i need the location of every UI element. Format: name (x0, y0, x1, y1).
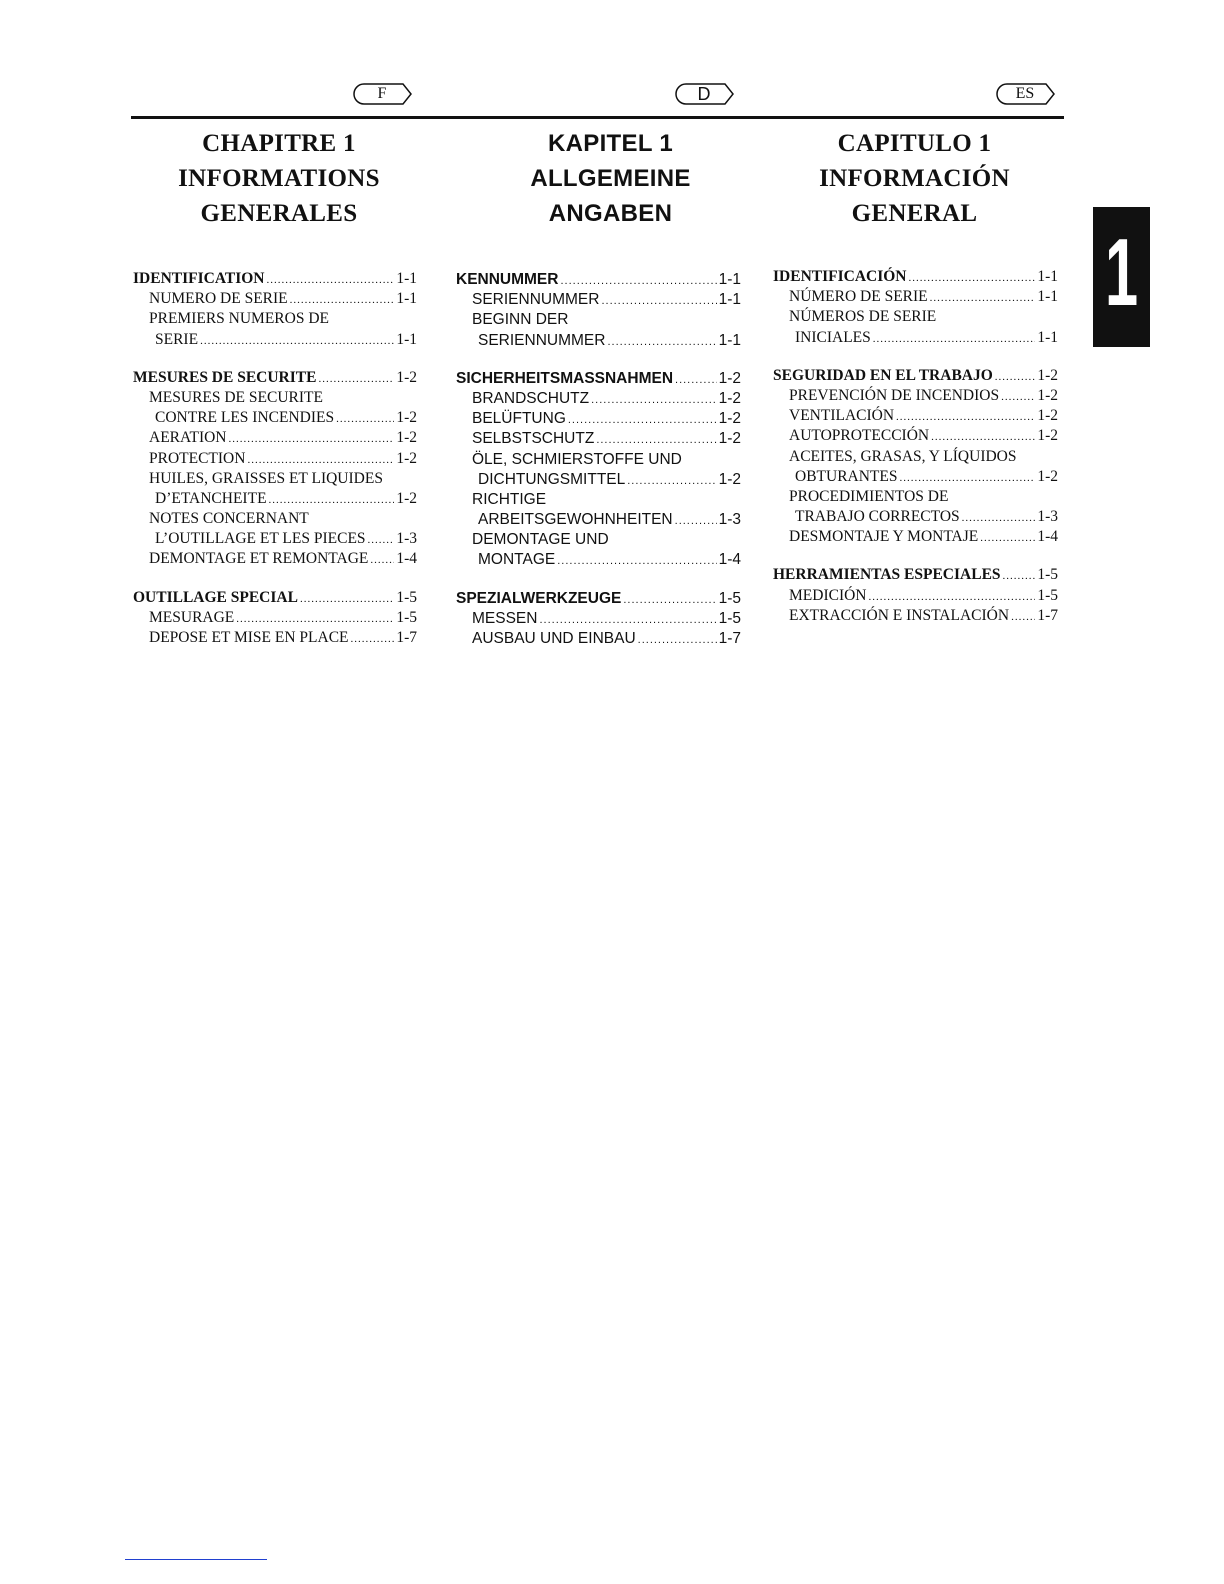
table-of-contents-fr (133, 269, 417, 648)
toc-leader-dots (336, 409, 394, 429)
toc-entry-text: DEMONTAGE UND (472, 531, 609, 549)
toc-leader-dots (1001, 387, 1035, 407)
chapter-tab (1093, 207, 1150, 347)
toc-entry-text: TRABAJO CORRECTOS (795, 508, 960, 526)
toc-heading-entry[interactable] (773, 366, 1058, 386)
footer-rule (125, 1559, 267, 1560)
toc-leader-dots (675, 370, 717, 390)
toc-entry[interactable] (133, 549, 417, 569)
toc-entry-text: OUTILLAGE SPECIAL (133, 588, 298, 606)
toc-page-number: 1-2 (396, 489, 417, 507)
toc-entry[interactable] (773, 307, 1058, 327)
toc-leader-dots (896, 407, 1035, 427)
toc-entry-text: HUILES, GRAISSES ET LIQUIDES (149, 469, 383, 487)
toc-entry-text: VENTILACIÓN (789, 407, 895, 425)
language-badge-de-label: D (697, 84, 711, 104)
toc-entry[interactable] (773, 386, 1058, 406)
toc-entry-text: OBTURANTES (795, 467, 898, 485)
toc-entry-text: SERIENNUMMER (478, 331, 606, 349)
toc-entry[interactable] (456, 450, 741, 470)
toc-leader-dots (623, 590, 716, 610)
toc-entry-text: ARBEITSGEWOHNHEITEN (478, 511, 673, 529)
toc-entry[interactable] (773, 447, 1058, 467)
chapter-title-fr (133, 126, 417, 231)
toc-entry[interactable] (133, 428, 417, 448)
header-rule (131, 116, 1064, 119)
table-of-contents-es (773, 267, 1058, 626)
toc-entry-text: MESURES DE SECURITE (149, 388, 323, 406)
toc-entry-text: IDENTIFICACIÓN (773, 268, 907, 285)
toc-entry-text: AUSBAU UND EINBAU (472, 630, 636, 647)
toc-page-number: 1-2 (1037, 386, 1058, 404)
toc-page-number: 1-1 (396, 290, 417, 308)
toc-heading-entry[interactable] (456, 270, 741, 290)
toc-entry[interactable] (133, 388, 417, 408)
toc-leader-dots (995, 367, 1036, 387)
toc-entry-text: AUTOPROTECCIÓN (789, 427, 930, 445)
toc-heading-entry[interactable] (773, 565, 1058, 585)
toc-page-number: 1-4 (1037, 528, 1058, 546)
chapter-title-line: INFORMATIONS (178, 165, 380, 192)
toc-page-number: 1-1 (1037, 288, 1058, 306)
toc-entry[interactable] (133, 608, 417, 628)
toc-entry-text: DICHTUNGSMITTEL (478, 470, 626, 488)
toc-entry[interactable] (133, 628, 417, 648)
toc-entry[interactable] (456, 609, 741, 629)
toc-page-number: 1-1 (1037, 328, 1058, 346)
toc-entry-text: SEGURIDAD EN EL TRABAJO (773, 366, 993, 384)
toc-entry-text: DEPOSE ET MISE EN PLACE (149, 629, 349, 646)
toc-leader-dots (318, 369, 394, 389)
toc-leader-dots (351, 629, 395, 649)
toc-page-number: 1-5 (1037, 566, 1058, 584)
toc-entry-text: SERIE (155, 330, 199, 348)
language-badge-fr-label: F (377, 85, 387, 102)
toc-entry[interactable] (773, 328, 1058, 348)
toc-page-number: 1-5 (718, 609, 741, 627)
chapter-title-line: INFORMACIÓN (819, 165, 1010, 192)
toc-leader-dots (931, 427, 1035, 447)
column-spanish (773, 126, 1058, 644)
toc-leader-dots (591, 390, 716, 410)
toc-entry[interactable] (456, 530, 741, 550)
toc-leader-dots (601, 291, 716, 311)
toc-page-number: 1-5 (1037, 586, 1058, 604)
toc-page-number: 1-7 (718, 630, 741, 647)
toc-section (456, 369, 741, 571)
toc-leader-dots (560, 271, 716, 291)
toc-page-number: 1-2 (718, 410, 741, 428)
toc-entry-text: L’OUTILLAGE ET LES PIECES (155, 530, 366, 548)
toc-page-number: 1-2 (718, 369, 741, 387)
toc-leader-dots (1011, 607, 1035, 627)
language-badge-es-label: ES (1015, 85, 1035, 102)
toc-page-number: 1-2 (396, 449, 417, 467)
toc-heading-entry[interactable] (133, 269, 417, 289)
toc-entry[interactable] (456, 331, 741, 351)
chapter-title-line: CAPITULO 1 (837, 130, 992, 157)
toc-leader-dots (962, 508, 1036, 528)
toc-entry-text: BRANDSCHUTZ (472, 389, 590, 407)
toc-heading-entry[interactable] (133, 368, 417, 388)
toc-entry-text: NUMERO DE SERIE (149, 290, 288, 308)
toc-entry[interactable] (133, 469, 417, 489)
toc-leader-dots (873, 329, 1036, 349)
toc-entry-text: ÖLE, SCHMIERSTOFFE UND (472, 450, 682, 468)
toc-page-number: 1-1 (396, 270, 417, 287)
toc-entry-text: D’ETANCHEITE (155, 489, 267, 507)
chapter-title-line: GENERALES (200, 200, 358, 227)
toc-entry-text: NÚMERO DE SERIE (789, 288, 928, 306)
toc-page-number: 1-2 (1037, 366, 1058, 384)
toc-entry-text: NÚMEROS DE SERIE (789, 308, 937, 326)
toc-page-number: 1-2 (396, 368, 417, 386)
toc-leader-dots (370, 550, 394, 570)
toc-entry[interactable] (456, 409, 741, 429)
toc-leader-dots (247, 450, 394, 470)
toc-entry[interactable] (133, 408, 417, 428)
chapter-title-line: KAPITEL 1 (548, 130, 673, 157)
toc-leader-dots (638, 630, 717, 650)
toc-entry[interactable] (133, 449, 417, 469)
toc-entry[interactable] (133, 529, 417, 549)
toc-leader-dots (930, 288, 1036, 308)
toc-section (773, 366, 1058, 548)
toc-entry-text: KENNUMMER (456, 271, 559, 288)
toc-leader-dots (229, 429, 395, 449)
toc-entry-text: RICHTIGE (472, 490, 547, 508)
toc-leader-dots (557, 551, 716, 571)
toc-entry-text: EXTRACCIÓN E INSTALACIÓN (789, 606, 1010, 624)
toc-page-number: 1-2 (718, 470, 741, 488)
toc-entry[interactable] (773, 606, 1058, 626)
toc-page-number: 1-7 (396, 629, 417, 646)
toc-page-number: 1-2 (396, 429, 417, 447)
toc-page-number: 1-4 (718, 551, 741, 569)
language-badge-fr (352, 83, 412, 105)
toc-heading-entry[interactable] (773, 267, 1058, 287)
toc-page-number: 1-2 (1037, 407, 1058, 425)
chapter-title-line: ANGABEN (548, 200, 673, 227)
table-of-contents-de (456, 270, 741, 649)
toc-entry-text: SERIENNUMMER (472, 291, 600, 309)
toc-heading-entry[interactable] (456, 589, 741, 609)
toc-page-number: 1-7 (1037, 606, 1058, 624)
toc-entry[interactable] (456, 429, 741, 449)
toc-entry-text: SICHERHEITSMASSNAHMEN (456, 369, 674, 387)
language-badge-de (674, 83, 734, 105)
toc-page-number: 1-2 (396, 409, 417, 427)
chapter-title-line: GENERAL (851, 200, 978, 227)
toc-entry-text: DEMONTAGE ET REMONTAGE (149, 550, 369, 568)
toc-page-number: 1-1 (1037, 268, 1058, 285)
toc-leader-dots (675, 511, 717, 531)
toc-entry-text: NOTES CONCERNANT (149, 510, 309, 528)
toc-entry[interactable] (456, 510, 741, 530)
toc-page-number: 1-3 (1037, 508, 1058, 526)
toc-page-number: 1-1 (718, 331, 741, 349)
toc-entry-text: SPEZIALWERKZEUGE (456, 589, 622, 607)
toc-entry-text: MEDICIÓN (789, 586, 867, 604)
toc-entry-text: PREVENCIÓN DE INCENDIOS (789, 386, 1000, 404)
toc-leader-dots (368, 530, 395, 550)
toc-page-number: 1-2 (1037, 427, 1058, 445)
toc-section (773, 267, 1058, 348)
toc-entry[interactable] (456, 629, 741, 649)
toc-entry[interactable] (773, 507, 1058, 527)
toc-entry-text: PROTECTION (149, 449, 246, 467)
toc-section (133, 368, 417, 570)
toc-entry[interactable] (773, 287, 1058, 307)
toc-section (456, 270, 741, 351)
toc-entry[interactable] (456, 310, 741, 330)
toc-entry-text: ACEITES, GRASAS, Y LÍQUIDOS (789, 447, 1017, 465)
column-german (456, 126, 741, 667)
toc-section (773, 565, 1058, 626)
toc-entry-text: MESSEN (472, 609, 538, 627)
toc-leader-dots (236, 609, 394, 629)
toc-leader-dots (899, 468, 1035, 488)
toc-entry-text: MESURAGE (149, 608, 235, 626)
toc-entry[interactable] (133, 509, 417, 529)
toc-heading-entry[interactable] (133, 588, 417, 608)
toc-entry-text: MONTAGE (478, 551, 556, 569)
toc-page-number: 1-5 (396, 588, 417, 606)
toc-entry[interactable] (456, 389, 741, 409)
chapter-title-line: ALLGEMEINE (530, 165, 691, 192)
toc-leader-dots (1003, 566, 1036, 586)
toc-entry-text: IDENTIFICATION (133, 270, 265, 287)
toc-entry[interactable] (456, 490, 741, 510)
toc-section (133, 269, 417, 350)
toc-leader-dots (267, 270, 395, 290)
toc-leader-dots (869, 587, 1036, 607)
toc-leader-dots (596, 430, 716, 450)
toc-entry-text: MESURES DE SECURITE (133, 368, 317, 386)
toc-page-number: 1-2 (718, 389, 741, 407)
toc-entry[interactable] (773, 467, 1058, 487)
toc-page-number: 1-3 (396, 530, 417, 548)
toc-leader-dots (539, 610, 716, 630)
toc-entry[interactable] (456, 550, 741, 570)
toc-section (456, 589, 741, 650)
toc-entry-text: BELÜFTUNG (472, 410, 566, 428)
toc-heading-entry[interactable] (456, 369, 741, 389)
toc-entry-text: AERATION (149, 429, 227, 447)
toc-entry-text: CONTRE LES INCENDIES (155, 409, 335, 427)
toc-entry[interactable] (456, 470, 741, 490)
language-badge-es (995, 83, 1055, 105)
chapter-title-es (773, 126, 1058, 231)
toc-entry[interactable] (133, 309, 417, 329)
toc-entry[interactable] (456, 290, 741, 310)
toc-entry[interactable] (773, 586, 1058, 606)
toc-entry[interactable] (773, 527, 1058, 547)
toc-entry[interactable] (133, 289, 417, 309)
toc-leader-dots (568, 410, 717, 430)
toc-leader-dots (627, 471, 716, 491)
toc-page-number: 1-5 (396, 608, 417, 626)
chapter-title-de (456, 126, 741, 231)
toc-entry-text: BEGINN DER (472, 311, 569, 329)
toc-leader-dots (980, 528, 1035, 548)
toc-leader-dots (290, 290, 395, 310)
toc-entry[interactable] (773, 426, 1058, 446)
toc-section (133, 588, 417, 649)
toc-page-number: 1-4 (396, 550, 417, 568)
toc-page-number: 1-3 (718, 511, 741, 529)
toc-page-number: 1-1 (396, 330, 417, 348)
toc-entry-text: SELBSTSCHUTZ (472, 430, 595, 448)
toc-entry-text: PROCEDIMIENTOS DE (789, 487, 949, 505)
toc-entry[interactable] (773, 406, 1058, 426)
toc-entry[interactable] (773, 487, 1058, 507)
toc-page-number: 1-5 (718, 589, 741, 607)
toc-leader-dots (300, 589, 394, 609)
toc-page-number: 1-1 (718, 291, 741, 309)
toc-page-number: 1-1 (718, 271, 741, 288)
toc-entry-text: HERRAMIENTAS ESPECIALES (773, 566, 1001, 584)
toc-page-number: 1-2 (1037, 467, 1058, 485)
toc-leader-dots (269, 490, 395, 510)
toc-leader-dots (909, 268, 1036, 288)
column-french (133, 126, 417, 666)
chapter-tab-number: 1 (1104, 219, 1139, 326)
toc-entry[interactable] (133, 330, 417, 350)
toc-entry-text: INICIALES (795, 328, 871, 346)
toc-page-number: 1-2 (718, 430, 741, 448)
chapter-title-line: CHAPITRE 1 (202, 130, 356, 157)
toc-entry[interactable] (133, 489, 417, 509)
toc-leader-dots (200, 331, 394, 351)
toc-entry-text: DESMONTAJE Y MONTAJE (789, 528, 979, 546)
toc-entry-text: PREMIERS NUMEROS DE (149, 310, 329, 328)
toc-leader-dots (607, 332, 716, 352)
